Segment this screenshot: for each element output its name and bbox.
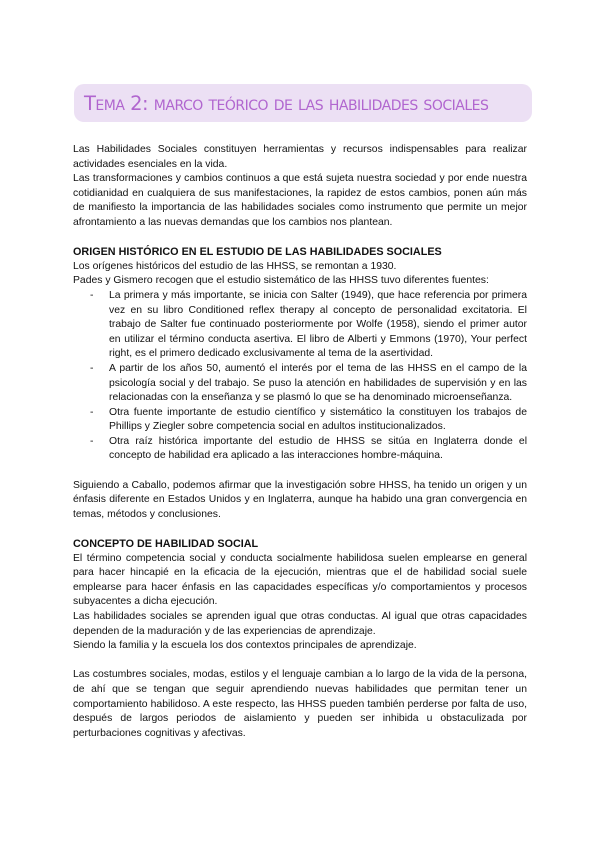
section2-closing: Las costumbres sociales, modas, estilos y el lenguaje cambian a lo largo de la vida de la persona, de ahí que se tengan que seguir aprendiendo nuevas habilidades que permitan tener un comportamiento habilidoso. A este respecto, las HHSS pueden también perderse por falta de uso, después de largos periodos de aislamiento y pueden ser inhibida u obstaculizada por perturbaciones cognitivas y afectivas.	[73, 669, 527, 739]
section-heading-origen: ORIGEN HISTÓRICO EN EL ESTUDIO DE LAS HABILIDADES SOCIALES	[73, 246, 442, 259]
list-item	[73, 406, 527, 435]
section-heading-concepto: CONCEPTO DE HABILIDAD SOCIAL	[73, 538, 259, 551]
bullet-marker: -	[90, 362, 94, 374]
bullet-marker: -	[90, 435, 94, 447]
page-title: Tema 2: marco teórico de las habilidades sociales	[84, 91, 489, 115]
bullet-marker: -	[90, 289, 94, 301]
intro-paragraph-1: Las Habilidades Sociales constituyen herramientas y recursos indispensables para realizar actividades esenciales en la vida.	[73, 144, 527, 170]
bullet-marker: -	[90, 406, 94, 418]
list-item	[73, 289, 527, 362]
list-item-text: La primera y más importante, se inicia con Salter (1949), que hace referencia por primera vez en su libro Conditioned reflex therapy al concepto de personalidad excitatoria. El trabajo de Salter fue continuado posteriormente por Wolfe (1958), siendo el primer autor en utilizar el término conducta asertiva. El libro de Alberti y Emmons (1970), Your perfect right, es el primero dedicado exclusivamente al tema de la asertividad.	[109, 289, 527, 360]
intro-paragraph-2: Las transformaciones y cambios continuos a que está sujeta nuestra sociedad y por ende nuestra cotidianidad en cualquiera de sus manifestaciones, la rapidez de estos cambios, ponen aún más de manifiesto la importancia de las habilidades sociales como instrumento que permite un mejor afrontamiento a las nuevas demandas que los cambios nos plantean.	[73, 173, 527, 228]
title-banner	[74, 84, 532, 122]
document-body	[73, 143, 527, 741]
section2-paragraph-1: El término competencia social y conducta socialmente habilidosa suelen emplearse en general para hacer hincapié en la eficacia de la ejecución, mientras que el de habilidad social suele emplearse para hacer énfasis en las capacidades específicas y/o comportamientos y procesos subyacentes a dicha ejecución.	[73, 552, 527, 608]
section2-paragraph-3: Siendo la familia y la escuela los dos contextos principales de aprendizaje.	[73, 640, 417, 652]
list-item-text: Otra fuente importante de estudio científico y sistemático la constituyen los trabajos de Phillips y Ziegler sobre competencia social en adultos institucionalizados.	[109, 406, 527, 433]
sources-list	[73, 289, 527, 464]
list-item-text: A partir de los años 50, aumentó el interés por el tema de las HHSS en el campo de la psicología social y del trabajo. Se puso la atención en habilidades de supervisión y en las relacionadas con la enseñanza y se plasmó lo que se ha denominado microenseñanza.	[109, 362, 527, 404]
section1-lead-1: Los orígenes históricos del estudio de las HHSS, se remontan a 1930.	[73, 260, 397, 272]
section2-paragraph-2: Las habilidades sociales se aprenden igual que otras conductas. Al igual que otras capacidades dependen de la maduración y de las experiencias de aprendizaje.	[73, 611, 527, 637]
section1-closing: Siguiendo a Caballo, podemos afirmar que la investigación sobre HHSS, ha tenido un origen y un énfasis diferente en Estados Unidos y en Inglaterra, aunque ha habido una gran convergencia en temas, métodos y conclusiones.	[73, 479, 527, 520]
list-item	[73, 362, 527, 406]
list-item-text: Otra raíz histórica importante del estudio de HHSS se sitúa en Inglaterra donde el concepto de habilidad era aplicado a las interacciones hombre-máquina.	[109, 435, 527, 462]
list-item	[73, 435, 527, 464]
section1-lead-2: Pades y Gismero recogen que el estudio sistemático de las HHSS tuvo diferentes fuentes:	[73, 275, 489, 287]
